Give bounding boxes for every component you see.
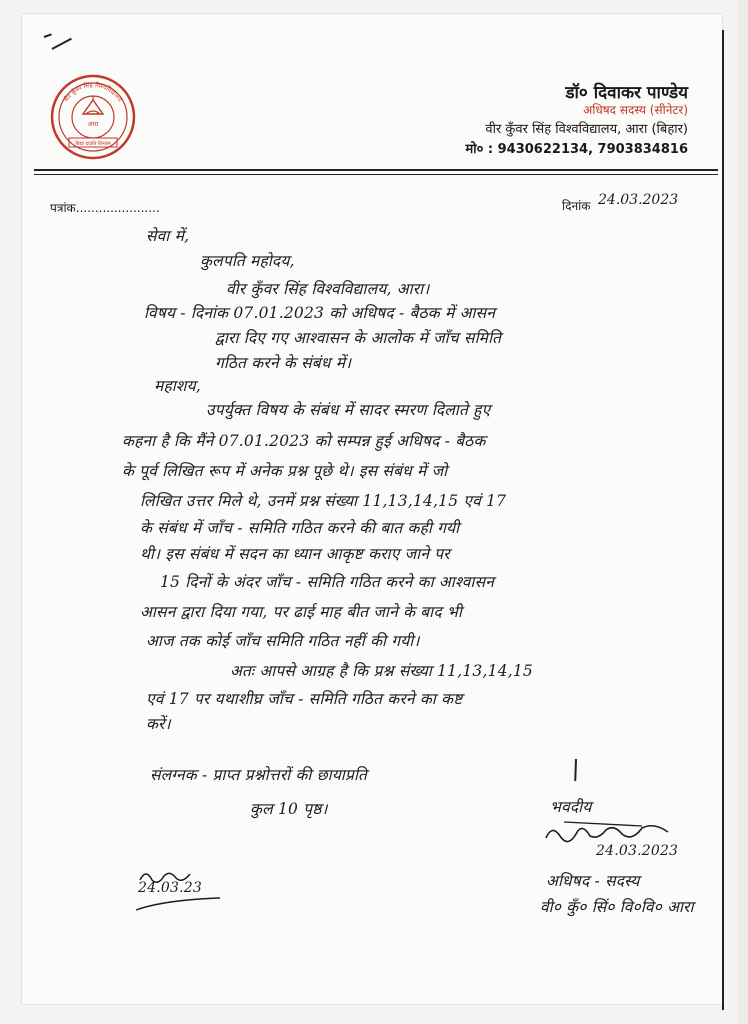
sender-phone: मो० : 9430622134, 7903834816 (465, 142, 688, 157)
sender-designation: अधिषद सदस्य (सीनेटर) (583, 103, 688, 117)
closing: भवदीय (550, 798, 592, 816)
seal-top-text: वीर कुँवर सिंह विश्वविद्यालय (62, 81, 124, 104)
body-line: एवं 17 पर यथाशीघ्र जाँच - समिति गठित करने का कष्ट (146, 690, 463, 708)
recipient-title: कुलपति महोदय, (200, 252, 295, 270)
body-line: के पूर्व लिखित रूप में अनेक प्रश्न पूछे थे। इस संबंध में जो (122, 462, 448, 480)
date-label: दिनांक (562, 199, 591, 213)
seal-motto-text: विद्या ददाति विनयम् (75, 141, 111, 147)
body-line: के संबंध में जाँच - समिति गठित करने की बात कही गयी (140, 519, 460, 537)
subject-line: द्वारा दिए गए आश्वासन के आलोक में जाँच समिति (215, 329, 502, 347)
salutation-to: सेवा में, (146, 227, 190, 245)
page-edge-shadow (738, 0, 748, 1024)
body-line: आज तक कोई जाँच समिति गठित नहीं की गयी। (146, 632, 420, 650)
receipt-underline (134, 896, 224, 914)
recipient-organization: वीर कुँवर सिंह विश्वविद्यालय, आरा। (226, 280, 430, 298)
date-value: 24.03.2023 (598, 192, 679, 208)
reference-number: पत्रांक...................... (50, 201, 160, 215)
sender-role-handwritten: अधिषद - सदस्य (546, 872, 640, 890)
subject-line: विषय - दिनांक 07.01.2023 को अधिषद - बैठक में आसन (144, 304, 496, 322)
body-line: उपर्युक्त विषय के संबंध में सादर स्मरण दिलाते हुए (206, 401, 491, 419)
university-seal-logo (50, 74, 136, 160)
signature-date: 24.03.2023 (596, 843, 679, 859)
body-line: करें। (146, 715, 171, 733)
body-line: आसन द्वारा दिया गया, पर ढाई माह बीत जाने के बाद भी (140, 603, 463, 621)
enclosure-pages: कुल 10 पृष्ठ। (250, 800, 328, 818)
page-edge (722, 30, 724, 1010)
header-divider (34, 169, 718, 171)
body-line: लिखित उत्तर मिले थे, उनमें प्रश्न संख्या 11,13,14,15 एवं 17 (140, 492, 507, 510)
receipt-date: 24.03.23 (138, 880, 202, 896)
header-divider-thin (34, 174, 718, 175)
sender-org-handwritten: वी० कुँ० सिं० वि०वि० आरा (540, 898, 694, 916)
body-line: अतः आपसे आग्रह है कि प्रश्न संख्या 11,13,14,15 (230, 662, 533, 680)
seal-center-text: आरा (87, 120, 99, 128)
subject-line: गठित करने के संबंध में। (215, 354, 352, 372)
sender-university: वीर कुँवर सिंह विश्वविद्यालय, आरा (बिहार) (485, 122, 688, 137)
sender-name: डॉ० दिवाकर पाण्डेय (565, 83, 688, 103)
enclosure-note: संलग्नक - प्राप्त प्रश्नोत्तरों की छायाप्रति (150, 766, 368, 784)
body-line: कहना है कि मैंने 07.01.2023 को सम्पन्न हुई अधिषद - बैठक (122, 432, 486, 450)
body-line: 15 दिनों के अंदर जाँच - समिति गठित करने का आश्वासन (160, 573, 495, 591)
body-line: थी। इस संबंध में सदन का ध्यान आकृष्ट कराए जाने पर (140, 545, 450, 563)
greeting: महाशय, (154, 377, 201, 395)
